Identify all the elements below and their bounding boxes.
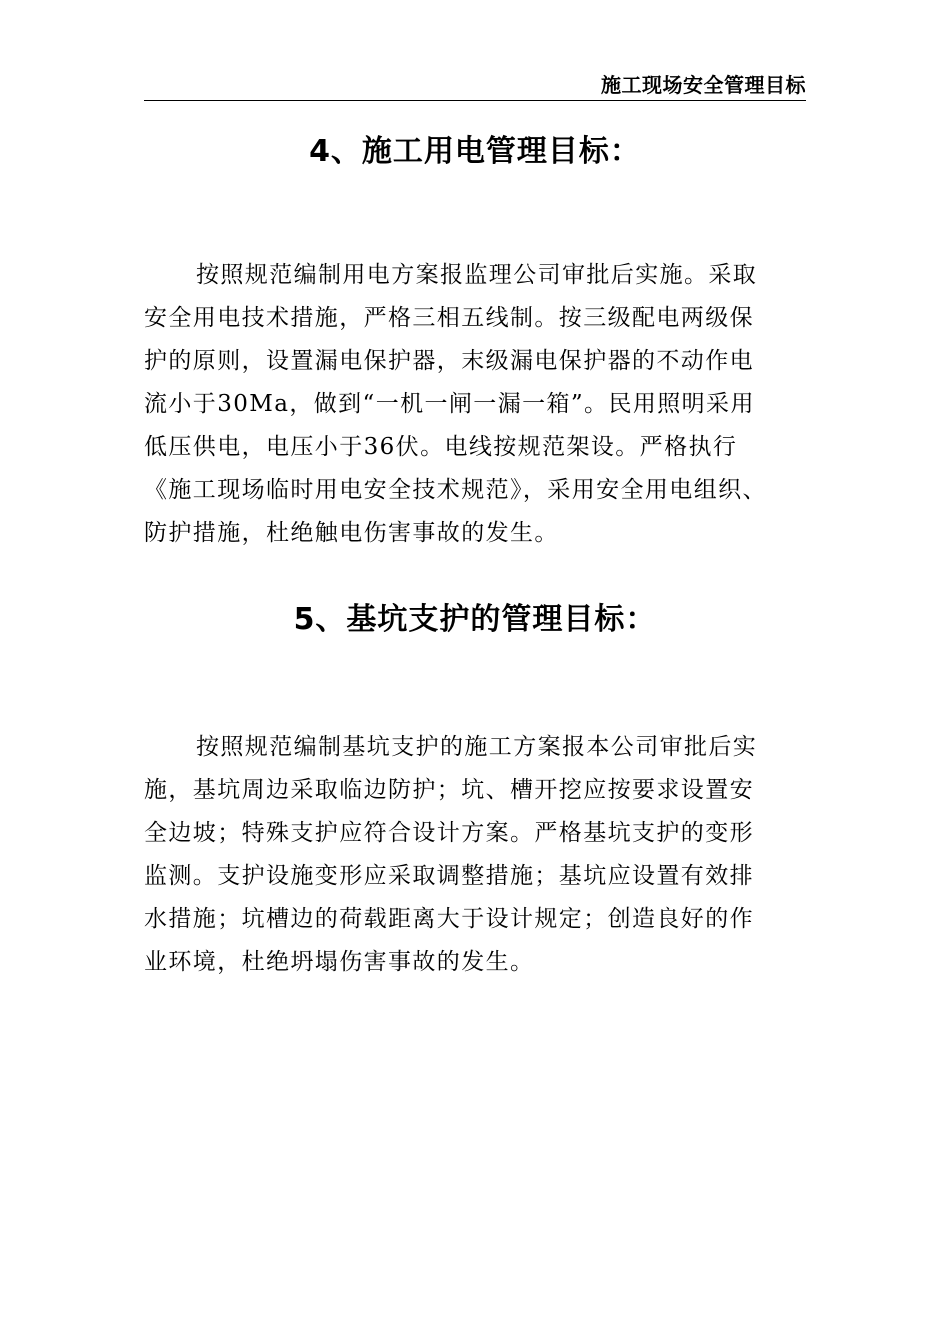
paragraph-line: 《施工现场临时用电安全技术规范》，采用安全用电组织、	[144, 477, 767, 503]
section-heading-excavation: 5、基坑支护的管理目标：	[293, 602, 657, 637]
paragraph-line: 全边坡；特殊支护应符合设计方案。严格基坑支护的变形	[144, 820, 754, 846]
section-body-electricity	[144, 254, 806, 555]
paragraph-line: 防护措施，杜绝触电伤害事故的发生。	[144, 520, 559, 546]
page-header	[144, 70, 806, 101]
paragraph-line: 按照规范编制基坑支护的施工方案报本公司审批后实	[196, 734, 758, 760]
paragraph-line: 按照规范编制用电方案报监理公司审批后实施。采取	[196, 262, 758, 288]
paragraph-line: 低压供电，电压小于36伏。电线按规范架设。严格执行	[144, 434, 738, 460]
paragraph-line: 水措施；坑槽边的荷载距离大于设计规定；创造良好的作	[144, 906, 754, 932]
paragraph-line: 业环境，杜绝坍塌伤害事故的发生。	[144, 949, 535, 975]
header-title: 施工现场安全管理目标	[601, 73, 806, 97]
section-body-excavation	[144, 726, 806, 984]
paragraph-line: 护的原则，设置漏电保护器，末级漏电保护器的不动作电	[144, 348, 754, 374]
paragraph-line: 流小于30Ma，做到“一机一闸一漏一箱”。民用照明采用	[144, 391, 755, 417]
paragraph-line: 施，基坑周边采取临边防护；坑、槽开挖应按要求设置安	[144, 777, 754, 803]
paragraph-line: 监测。支护设施变形应采取调整措施；基坑应设置有效排	[144, 863, 754, 889]
section-heading-electricity: 4、施工用电管理目标：	[309, 134, 641, 169]
paragraph-line: 安全用电技术措施，严格三相五线制。按三级配电两级保	[144, 305, 754, 331]
